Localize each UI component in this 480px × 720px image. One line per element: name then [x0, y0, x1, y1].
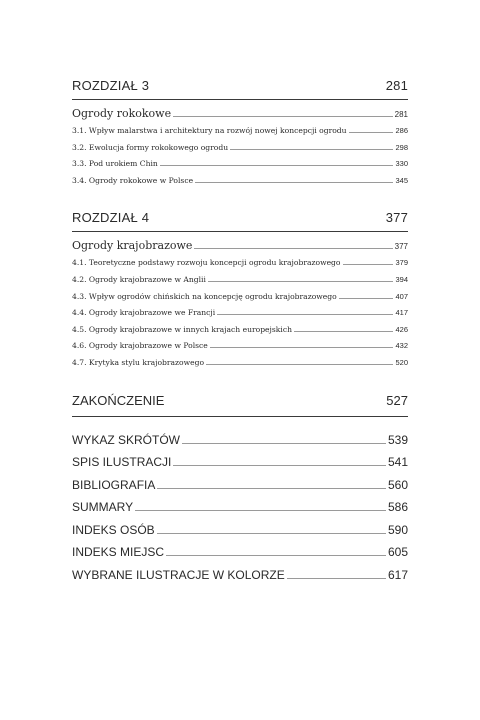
- dot-leader: [160, 165, 394, 166]
- dot-leader: [339, 298, 394, 299]
- toc-item-label: 4.7. Krytyka stylu krajobrazowego: [72, 357, 205, 367]
- table-of-contents: [72, 78, 408, 590]
- dot-leader: [343, 264, 394, 265]
- toc-item-label: 4.1. Teoretyczne podstawy rozwoju koncepcji ogrodu krajobrazowego: [72, 258, 341, 268]
- toc-item[interactable]: [72, 143, 408, 160]
- toc-item-page: 345: [395, 175, 408, 185]
- chapter-heading-label: ROZDZIAŁ 3: [72, 78, 150, 93]
- toc-item[interactable]: [72, 176, 408, 193]
- dot-leader: [166, 555, 386, 556]
- backmatter-item[interactable]: [72, 455, 408, 478]
- toc-item-page: 379: [395, 258, 408, 268]
- backmatter-item[interactable]: [72, 545, 408, 568]
- dot-leader: [294, 331, 394, 332]
- chapter-heading-page: 281: [385, 78, 408, 93]
- toc-item[interactable]: [72, 159, 408, 176]
- conclusion-label: ZAKOŃCZENIE: [72, 392, 165, 408]
- dot-leader: [182, 443, 386, 444]
- toc-item-page: 298: [395, 142, 408, 152]
- section-title[interactable]: [72, 239, 408, 252]
- dot-leader: [194, 248, 392, 249]
- toc-item-label: 4.5. Ogrody krajobrazowe w innych krajach europejskich: [72, 324, 292, 334]
- chapter-heading-label: ROZDZIAŁ 4: [72, 210, 150, 226]
- backmatter-label: SPIS ILUSTRACJI: [72, 455, 172, 470]
- backmatter-page: 605: [387, 545, 408, 560]
- section-title-label: Ogrody rokokowe: [72, 107, 172, 120]
- toc-item[interactable]: [72, 308, 408, 325]
- chapter-4: [72, 210, 408, 374]
- section-title-page: 281: [394, 110, 408, 119]
- conclusion-heading[interactable]: [72, 393, 408, 417]
- backmatter-item[interactable]: [72, 433, 408, 456]
- toc-item-label: 3.3. Pod urokiem Chin: [72, 159, 158, 169]
- dot-leader: [173, 116, 393, 117]
- toc-item[interactable]: [72, 325, 408, 342]
- backmatter-label: WYBRANE ILUSTRACJE W KOLORZE: [72, 567, 285, 582]
- toc-item[interactable]: [72, 258, 408, 275]
- toc-item-label: 4.6. Ogrody krajobrazowe w Polsce: [72, 341, 208, 351]
- dot-leader: [349, 132, 394, 133]
- section-title-page: 377: [394, 242, 408, 252]
- toc-item-label: 3.4. Ogrody rokokowe w Polsce: [72, 175, 194, 185]
- toc-item-page: 330: [395, 159, 408, 169]
- chapter-heading: [72, 210, 408, 232]
- dot-leader: [135, 510, 386, 511]
- backmatter-page: 617: [387, 567, 408, 582]
- dot-leader: [206, 364, 393, 365]
- toc-item-page: 394: [395, 274, 408, 284]
- dot-leader: [195, 182, 393, 183]
- toc-item[interactable]: [72, 275, 408, 292]
- backmatter-page: 586: [387, 500, 408, 515]
- backmatter-label: WYKAZ SKRÓTÓW: [72, 432, 180, 447]
- backmatter-page: 539: [387, 432, 408, 447]
- toc-item[interactable]: [72, 341, 408, 358]
- dot-leader: [217, 314, 393, 315]
- toc-item-label: 4.2. Ogrody krajobrazowe w Anglii: [72, 274, 206, 284]
- toc-item-page: 520: [395, 357, 408, 367]
- toc-item[interactable]: [72, 292, 408, 309]
- conclusion-page: 527: [386, 392, 408, 408]
- chapter-3: [72, 78, 408, 192]
- backmatter-item[interactable]: [72, 478, 408, 501]
- backmatter-label: BIBLIOGRAFIA: [72, 477, 156, 492]
- backmatter-list: [72, 433, 408, 591]
- backmatter-label: INDEKS OSÓB: [72, 522, 155, 537]
- chapter-heading-page: 377: [385, 210, 408, 226]
- toc-item-label: 3.1. Wpływ malarstwa i architektury na rozwój nowej koncepcji ogrodu: [72, 126, 347, 135]
- backmatter-item[interactable]: [72, 523, 408, 546]
- backmatter-page: 560: [387, 477, 408, 492]
- toc-item-page: 407: [395, 291, 408, 301]
- dot-leader: [210, 347, 394, 348]
- toc-item-page: 426: [395, 324, 408, 334]
- toc-item[interactable]: [72, 358, 408, 375]
- section-title[interactable]: [72, 107, 408, 120]
- toc-item-label: 4.3. Wpływ ogrodów chińskich na koncepcję ogrodu krajobrazowego: [72, 291, 337, 301]
- section-title-label: Ogrody krajobrazowe: [72, 239, 193, 253]
- dot-leader: [157, 533, 386, 534]
- dot-leader: [157, 488, 386, 489]
- toc-item-page: 432: [395, 341, 408, 351]
- toc-item-page: 417: [395, 308, 408, 318]
- dot-leader: [230, 149, 393, 150]
- backmatter-item[interactable]: [72, 568, 408, 591]
- backmatter-label: INDEKS MIEJSC: [72, 545, 165, 560]
- chapter-heading: [72, 78, 408, 100]
- dot-leader: [287, 578, 386, 579]
- backmatter-page: 590: [387, 522, 408, 537]
- dot-leader: [208, 281, 394, 282]
- toc-item-label: 4.4. Ogrody krajobrazowe we Francji: [72, 308, 216, 318]
- toc-item-label: 3.2. Ewolucja formy rokokowego ogrodu: [72, 142, 229, 152]
- backmatter-item[interactable]: [72, 500, 408, 523]
- toc-item-page: 286: [395, 126, 408, 135]
- toc-item[interactable]: [72, 126, 408, 143]
- backmatter-page: 541: [387, 455, 408, 470]
- backmatter-label: SUMMARY: [72, 500, 134, 515]
- dot-leader: [173, 465, 386, 466]
